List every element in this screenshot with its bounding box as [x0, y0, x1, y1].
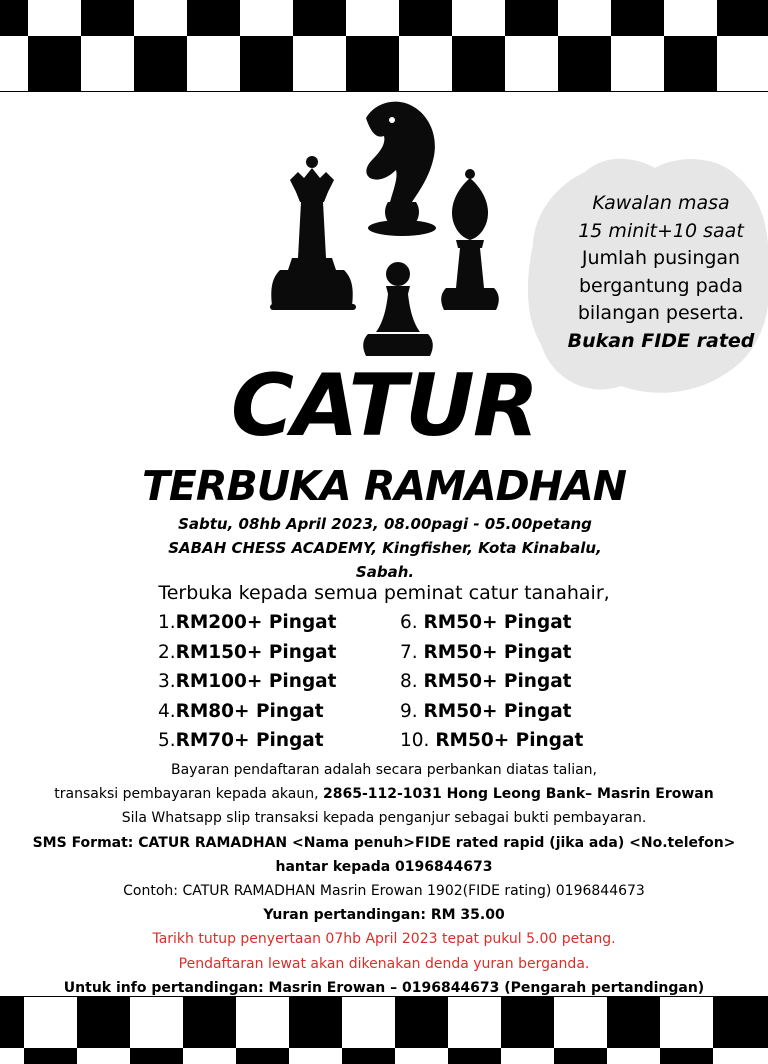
late-fee-notice: Pendaftaran lewat akan dikenakan denda yuran berganda. — [178, 955, 590, 972]
bubble-line-rounds-3: bilangan peserta. — [577, 302, 745, 324]
prize-item — [400, 667, 583, 697]
prize-reward: RM50+ Pingat — [423, 612, 572, 633]
prize-item — [158, 697, 337, 727]
sms-example: Contoh: CATUR RAMADHAN Masrin Erowan 1902(FIDE rating) 0196844673 — [123, 883, 645, 900]
bubble-line-fide: Bukan FIDE rated — [567, 329, 755, 352]
prize-rank: 10. — [400, 730, 430, 752]
prize-reward: RM50+ Pingat — [423, 700, 572, 722]
open-to-text: Terbuka kepada semua peminat catur tanahair, — [158, 582, 610, 604]
prize-rank: 1. — [158, 612, 176, 633]
prize-item — [158, 608, 337, 638]
prize-rank: 5. — [158, 730, 176, 752]
event-venue-state: Sabah. — [355, 563, 415, 581]
prize-reward: RM100+ Pingat — [175, 671, 337, 693]
bubble-line-rounds-2: bergantung pada — [578, 274, 743, 297]
prize-rank: 2. — [158, 641, 176, 663]
prize-reward: RM70+ Pingat — [175, 730, 324, 752]
prize-reward: RM50+ Pingat — [435, 730, 584, 752]
page-title: CATUR — [230, 356, 538, 456]
prize-reward: RM200+ Pingat — [175, 612, 337, 633]
chess-pieces-illustration — [270, 98, 500, 362]
prize-item — [158, 667, 337, 697]
payment-line-2 — [0, 782, 768, 806]
chess-bishop-icon — [441, 169, 499, 310]
prize-rank: 8. — [400, 671, 418, 693]
checkered-border-top — [0, 0, 768, 92]
entry-fee: Yuran pertandingan: RM 35.00 — [263, 907, 505, 924]
event-date-time: Sabtu, 08hb April 2023, 08.00pagi - 05.00petang — [178, 515, 592, 533]
page-subtitle: TERBUKA RAMADHAN — [141, 462, 627, 510]
chess-pawn-icon — [363, 262, 433, 356]
prize-rank: 3. — [158, 671, 176, 693]
checkered-border-bottom — [0, 996, 768, 1064]
prize-reward: RM50+ Pingat — [423, 671, 572, 693]
deadline-notice: Tarikh tutup penyertaan 07hb April 2023 tepat pukul 5.00 petang. — [152, 931, 616, 948]
sms-send-to: hantar kepada 0196844673 — [275, 858, 493, 875]
prize-item — [400, 697, 583, 727]
prize-rank: 9. — [400, 700, 418, 722]
prize-item — [158, 638, 337, 668]
bubble-line-time-control-label: Kawalan masa — [592, 192, 730, 214]
event-info — [140, 512, 630, 584]
prize-rank: 4. — [158, 700, 176, 722]
prize-reward: RM50+ Pingat — [423, 641, 572, 663]
prize-reward: RM150+ Pingat — [175, 641, 337, 663]
event-venue: SABAH CHESS ACADEMY, Kingfisher, Kota Kinabalu, — [168, 539, 602, 557]
bubble-line-rounds-1: Jumlah pusingan — [581, 247, 741, 269]
chess-knight-icon — [366, 102, 436, 236]
prize-reward: RM80+ Pingat — [175, 700, 324, 722]
prize-list-left — [158, 608, 337, 756]
chess-queen-icon — [270, 156, 356, 310]
prize-list-right — [400, 608, 583, 756]
payment-line-1: Bayaran pendaftaran adalah secara perbankan diatas talian, — [170, 762, 598, 778]
bubble-line-time-control-value: 15 minit+10 saat — [578, 219, 744, 242]
registration-details — [0, 758, 768, 1000]
contact-info: Untuk info pertandingan: Masrin Erowan – 0196844673 (Pengarah pertandingan) — [63, 979, 705, 996]
payment-prefix: transaksi pembayaran kepada akaun, — [54, 786, 319, 803]
sms-format: SMS Format: CATUR RAMADHAN <Nama penuh>FIDE rated rapid (jika ada) <No.telefon> — [32, 834, 736, 851]
payment-line-3: Sila Whatsapp slip transaksi kepada penganjur sebagai bukti pembayaran. — [121, 810, 647, 827]
prize-item — [400, 638, 583, 668]
bank-account: 2865-112-1031 Hong Leong Bank– Masrin Erowan — [323, 786, 714, 803]
prize-item — [158, 726, 337, 756]
prize-rank: 6. — [400, 612, 418, 633]
prize-item — [400, 726, 583, 756]
prize-item — [400, 608, 583, 638]
prize-rank: 7. — [400, 641, 418, 663]
